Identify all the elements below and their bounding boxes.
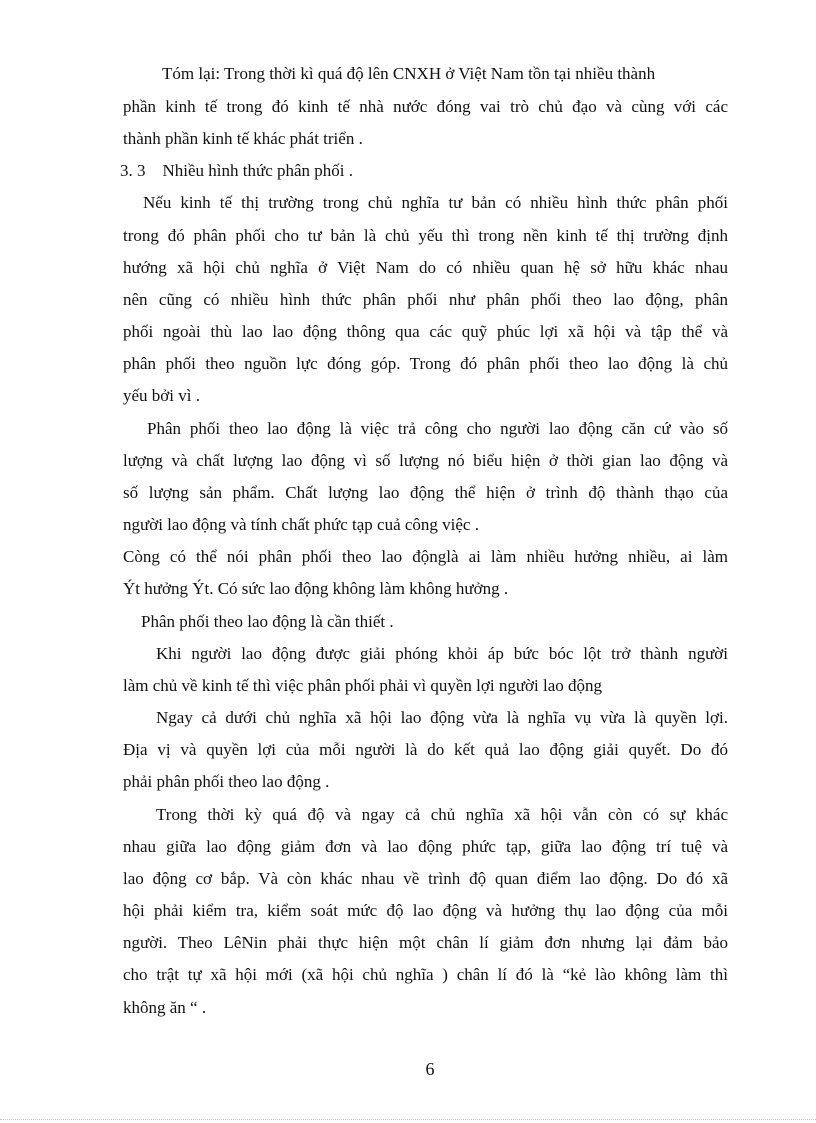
text-line: Phân phối theo lao động là việc trả công cho người lao động căn cứ vào số: [147, 419, 728, 438]
page-bottom-divider: [0, 1119, 816, 1120]
text-line: Trong thời kỳ quá độ và ngay cả chủ nghĩa xã hội vẫn còn có sự khác: [156, 805, 728, 824]
text-line: phần kinh tế trong đó kinh tế nhà nước đóng vai trò chủ đạo và cùng với các: [123, 97, 728, 116]
page-number: 6: [425, 1059, 435, 1079]
text-line: Ngay cả dưới chủ nghĩa xã hội lao động vừa là nghĩa vụ vừa là quyền lợi.: [156, 708, 728, 727]
text-line: Nếu kinh tế thị trường trong chủ nghĩa tư bản có nhiều hình thức phân phối: [143, 193, 728, 212]
text-line: phối ngoài thù lao lao động thông qua các quỹ phúc lợi xã hội và tập thể và: [123, 322, 728, 341]
text-line: phân phối theo nguồn lực đóng góp. Trong đó phân phối theo lao động là chủ: [123, 354, 728, 373]
text-line: Khi người lao động được giải phóng khỏi áp bức bóc lột trở thành người: [156, 644, 728, 663]
text-line: nên cũng có nhiều hình thức phân phối như phân phối theo lao động, phân: [123, 290, 728, 309]
text-line: phải phân phối theo lao động .: [123, 772, 330, 791]
text-line: Còng có thể nói phân phối theo lao độnglà ai làm nhiều hưởng nhiều, ai làm: [123, 547, 728, 566]
text-line: nhau giữa lao động giảm đơn và lao động phức tạp, giữa lao động trí tuệ và: [123, 837, 728, 856]
text-line: lượng và chất lượng lao động vì số lượng nó biểu hiện ở thời gian lao động và: [123, 451, 728, 470]
text-line: làm chủ về kinh tế thì việc phân phối phải vì quyền lợi người lao động: [123, 676, 603, 695]
text-line: trong đó phân phối cho tư bản là chủ yếu thì trong nền kinh tế thị trường định: [123, 226, 728, 245]
text-line: hướng xã hội chủ nghĩa ở Việt Nam do có nhiều quan hệ sở hữu khác nhau: [123, 258, 728, 277]
text-line: Phân phối theo lao động là cần thiết .: [141, 612, 394, 631]
text-line: cho trật tự xã hội mới (xã hội chủ nghĩa ) chân lí đó là “kẻ lào không làm thì: [123, 965, 728, 984]
text-line: yếu bởi vì .: [123, 386, 200, 405]
text-line: người lao động và tính chất phức tạp cuả công việc .: [123, 515, 479, 534]
text-line: thành phần kinh tế khác phát triển .: [123, 129, 363, 148]
text-line: lao động cơ bắp. Và còn khác nhau về trình độ quan điểm lao động. Do đó xã: [123, 869, 728, 888]
section-heading: 3. 3 Nhiều hình thức phân phối .: [120, 161, 354, 180]
text-line: số lượng sản phẩm. Chất lượng lao động thể hiện ở trình độ thành thạo của: [123, 483, 728, 502]
text-line: người. Theo LêNin phải thực hiện một chân lí giảm đơn nhưng lại đảm bảo: [123, 933, 728, 952]
text-line: Địa vị và quyền lợi của mỗi người là do kết quả lao động giải quyết. Do đó: [123, 740, 728, 759]
text-line: hội phải kiểm tra, kiểm soát mức độ lao động và hưởng thụ lao động của mỗi: [123, 901, 728, 920]
text-line: Tóm lại: Trong thời kì quá độ lên CNXH ở Việt Nam tồn tại nhiều thành: [162, 64, 656, 83]
text-line: Ýt hưởng Ýt. Có sức lao động không làm không hưởng .: [123, 579, 509, 598]
text-line: không ăn “ .: [123, 998, 207, 1017]
